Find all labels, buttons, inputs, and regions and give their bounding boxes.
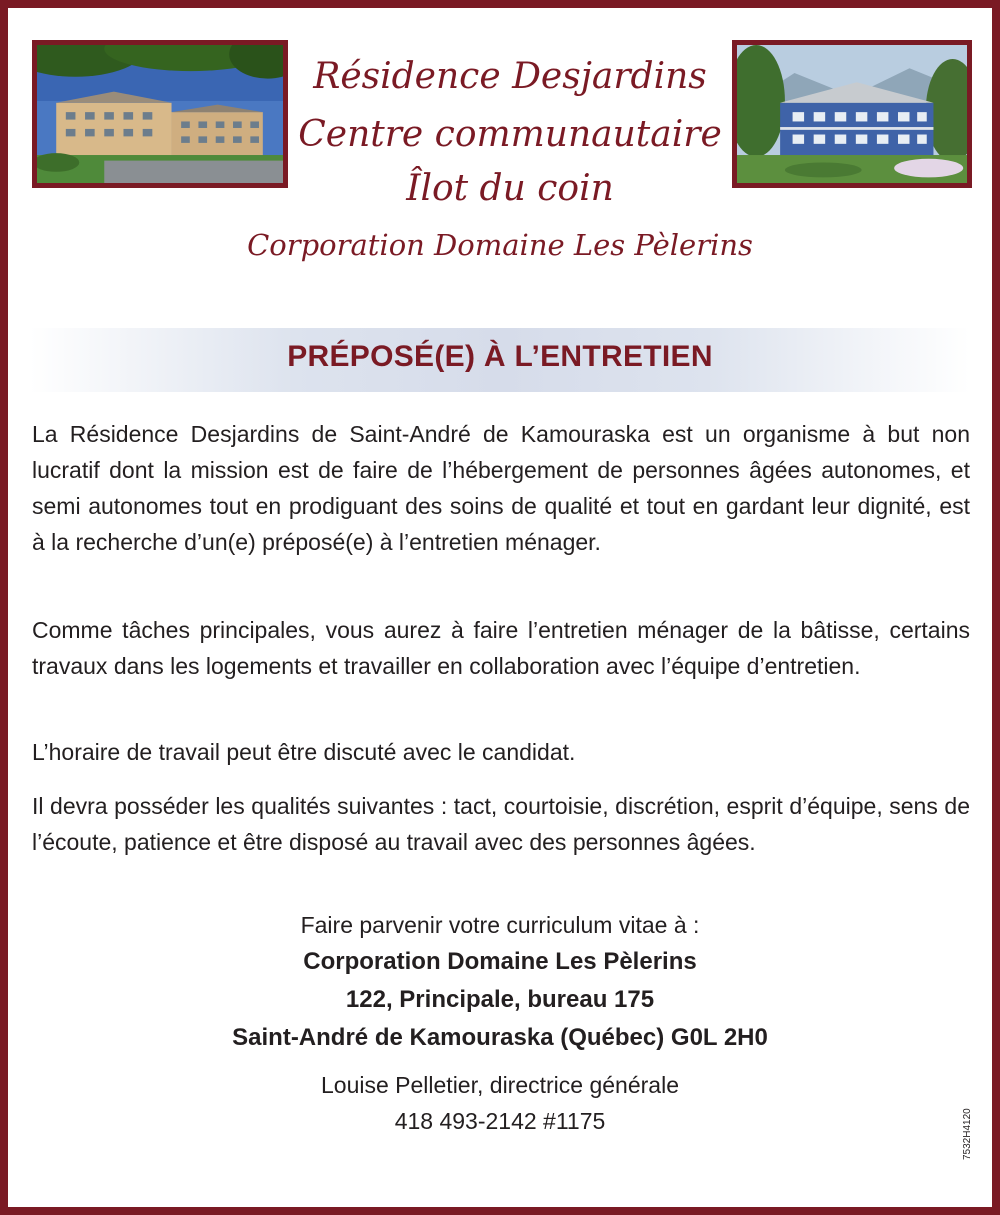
contact-city: Saint-André de Kamouraska (Québec) G0L 2H0: [232, 1024, 768, 1051]
residence-name: Résidence Desjardins: [313, 56, 707, 97]
cv-instructions: Faire parvenir votre curriculum vitae à :: [300, 912, 700, 938]
blue-building-photo: [732, 40, 972, 188]
ilot-name: Îlot du coin: [406, 168, 614, 209]
qualities-paragraph: Il devra posséder les qualités suivantes : tact, courtoisie, discrétion, esprit d’équipe, sens de l’écoute, patience et être disposé au travail avec des personnes âgées.: [32, 793, 970, 855]
contact-address: 122, Principale, bureau 175: [345, 986, 655, 1013]
tasks-paragraph: Comme tâches principales, vous aurez à faire l’entretien ménager de la bâtisse, certains travaux dans les logements et travailler en collaboration avec l’équipe d’entretien.: [32, 617, 970, 679]
ad-code: 7532H4120: [962, 1108, 973, 1160]
corporation-name: Corporation Domaine Les Pèlerins: [247, 228, 753, 262]
contact-organization: Corporation Domaine Les Pèlerins: [303, 948, 697, 975]
contact-phone: 418 493-2142 #1175: [394, 1108, 606, 1134]
job-title: PRÉPOSÉ(E) À L’ENTRETIEN: [287, 340, 713, 373]
community-center-name: Centre communautaire: [298, 114, 722, 155]
schedule-paragraph: L’horaire de travail peut être discuté avec le candidat.: [32, 739, 576, 765]
residence-photo: [32, 40, 288, 188]
contact-person: Louise Pelletier, directrice générale: [321, 1072, 679, 1098]
intro-paragraph: La Résidence Desjardins de Saint-André de Kamouraska est un organisme à but non lucratif dont la mission est de faire de l’hébergement de personnes âgées autonomes, et semi autonomes tout en prodiguant des soins de qualité et tout en gardant leur dignité, est à la recherche d’un(e) préposé(e) à l’entretien ménager.: [32, 421, 970, 555]
